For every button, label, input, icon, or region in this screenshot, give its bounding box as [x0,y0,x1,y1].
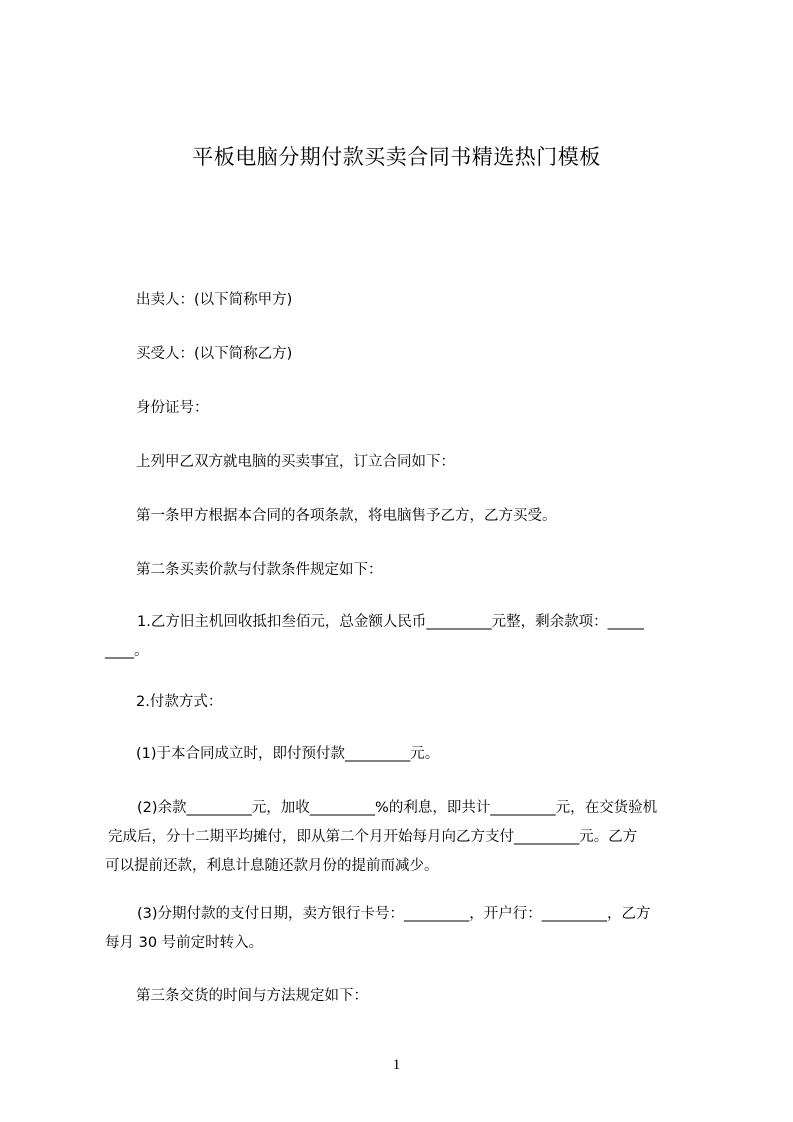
paragraph-line: ____。 [105,643,149,659]
paragraph-payment-2 [105,794,657,881]
document-title: 平板电脑分期付款买卖合同书精选热门模板 [192,145,601,169]
paragraph-item-1 [105,608,644,666]
paragraph-payment-3 [105,900,651,958]
paragraph-item-2 [136,688,222,717]
paragraph-article-3 [136,982,368,1011]
paragraph-intro [136,448,455,477]
paragraph-line: (3)分期付款的支付日期，卖方银行卡号：_________，开户行：_________，乙方 [137,906,651,922]
paragraph-line: 每月 30 号前定时转入。 [105,935,264,951]
paragraph-line: (2)余款_________元，加收_________%的利息，即共计_________元，在交货验机 [137,800,658,816]
paragraph-line: 身份证号： [136,400,209,416]
paragraph-buyer [136,340,292,369]
paragraph-line: 可以提前还款，利息计息随还款月份的提前而减少。 [105,858,439,874]
paragraph-line: 出卖人：(以下简称甲方) [136,292,293,308]
paragraph-seller [136,286,292,315]
paragraph-line: 买受人：(以下简称乙方) [136,346,293,362]
paragraph-article-2 [136,556,383,585]
paragraph-line: 1.乙方旧主机回收抵扣叁佰元，总金额人民币_________元整，剩余款项：_____ [137,614,644,630]
page-number: 1 [392,1057,401,1073]
paragraph-line: 2.付款方式： [136,694,223,710]
paragraph-line: (1)于本合同成立时，即付预付款_________元。 [136,746,440,762]
paragraph-line: 第三条交货的时间与方法规定如下： [136,988,368,1004]
paragraph-line: 第一条甲方根据本合同的各项条款，将电脑售予乙方，乙方买受。 [136,508,557,524]
paragraph-article-1 [136,502,557,531]
paragraph-line: 第二条买卖价款与付款条件规定如下： [136,562,383,578]
paragraph-id-number [136,394,209,423]
paragraph-line: 上列甲乙双方就电脑的买卖事宜，订立合同如下： [136,454,455,470]
paragraph-line: 完成后，分十二期平均摊付，即从第二个月开始每月向乙方支付_________元。乙方 [108,829,638,845]
paragraph-payment-1 [136,740,439,769]
